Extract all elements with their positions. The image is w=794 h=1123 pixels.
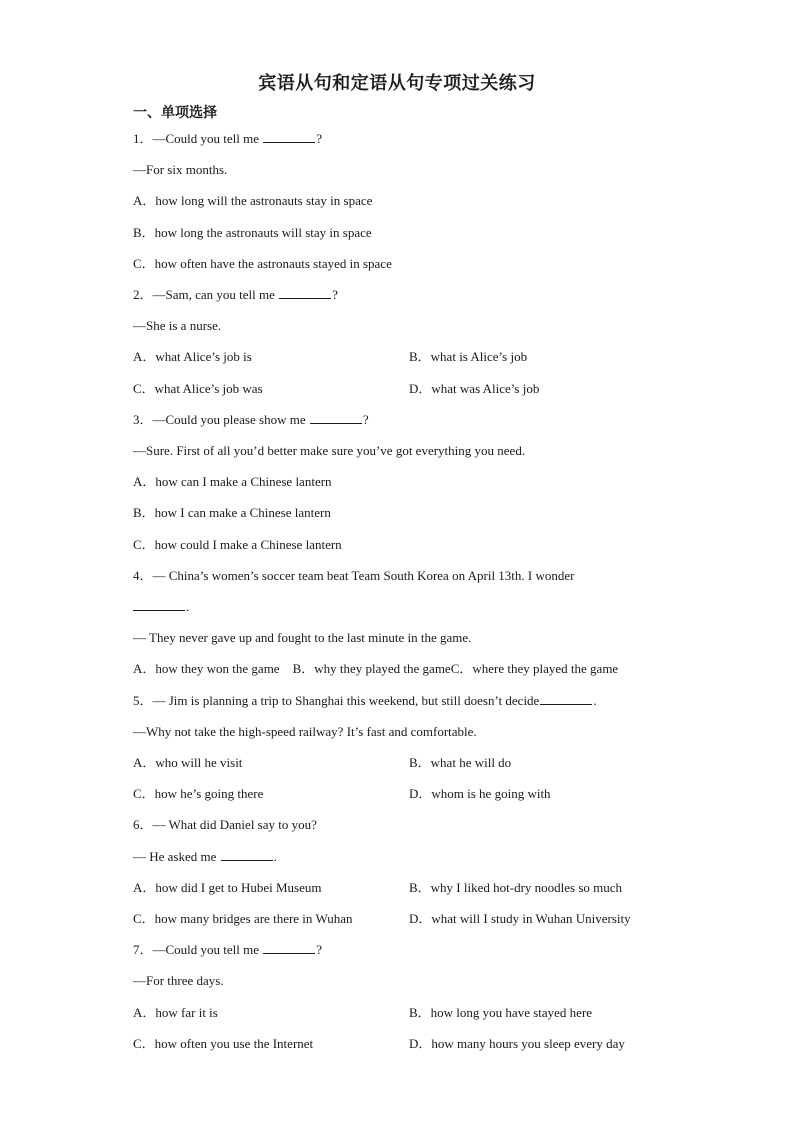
- answer-blank: [221, 848, 273, 861]
- question-3-dialog: —Sure. First of all you’d better make sure you’ve got everything you need.: [133, 443, 526, 458]
- question-1-dialog: —For six months.: [133, 162, 228, 177]
- answer-blank: [263, 130, 315, 143]
- answer-blank: [279, 286, 331, 299]
- question-7-dialog: —For three days.: [133, 973, 224, 988]
- question-2-option-c[interactable]: C．what Alice’s job was: [133, 381, 263, 396]
- question-5-option-c[interactable]: C．how he’s going there: [133, 786, 264, 801]
- question-3-option-a[interactable]: A．how can I make a Chinese lantern: [133, 474, 332, 489]
- answer-blank: [310, 411, 362, 424]
- question-4-dialog: — They never gave up and fought to the last minute in the game.: [133, 630, 472, 645]
- page-title: 宾语从句和定语从句专项过关练习: [258, 73, 536, 94]
- answer-blank: [133, 598, 185, 611]
- question-2-stem: [133, 286, 338, 304]
- question-stem-end: ?: [362, 412, 369, 427]
- question-6-option-d[interactable]: D．what will I study in Wuhan University: [409, 911, 631, 926]
- question-7-option-a[interactable]: A．how far it is: [133, 1005, 218, 1020]
- question-stem-end: .: [593, 693, 597, 708]
- question-6-option-a[interactable]: A．how did I get to Hubei Museum: [133, 880, 322, 895]
- question-stem-end: ?: [332, 287, 338, 302]
- question-2-option-b[interactable]: B．what is Alice’s job: [409, 349, 528, 364]
- question-stem-text: 7．—Could you tell me: [133, 942, 260, 957]
- question-5-stem: [133, 692, 597, 710]
- question-3-option-c[interactable]: C．how could I make a Chinese lantern: [133, 537, 342, 552]
- question-7-option-c[interactable]: C．how often you use the Internet: [133, 1036, 314, 1051]
- question-stem-end: ?: [316, 942, 323, 957]
- question-3-stem: [133, 411, 369, 429]
- question-7-stem: [133, 941, 322, 959]
- question-5-option-d[interactable]: D．whom is he going with: [409, 786, 551, 801]
- section-heading: 一、单项选择: [133, 105, 217, 121]
- question-2-option-d[interactable]: D．what was Alice’s job: [409, 381, 540, 396]
- question-7-option-b[interactable]: B．how long you have stayed here: [409, 1005, 593, 1020]
- question-dialog-end: .: [273, 849, 277, 864]
- answer-blank: [540, 692, 592, 705]
- question-6-option-c[interactable]: C．how many bridges are there in Wuhan: [133, 911, 353, 926]
- question-5-option-b[interactable]: B．what he will do: [409, 755, 512, 770]
- question-3-option-b[interactable]: B．how I can make a Chinese lantern: [133, 505, 331, 520]
- question-7-option-d[interactable]: D．how many hours you sleep every day: [409, 1036, 625, 1051]
- question-1-stem: [133, 130, 322, 148]
- question-6-dialog: [133, 848, 277, 866]
- question-4-stem: 4．— China’s women’s soccer team beat Team South Korea on April 13th. I wonder: [133, 568, 575, 583]
- question-2-dialog: —She is a nurse.: [133, 318, 222, 333]
- question-6-stem: 6．— What did Daniel say to you?: [133, 817, 317, 832]
- question-4-stem-continued: [133, 598, 189, 616]
- question-stem-text: 1．—Could you tell me: [133, 131, 260, 146]
- question-stem-end: ?: [316, 131, 323, 146]
- question-stem-text: 5．— Jim is planning a trip to Shanghai this weekend, but still doesn’t decide: [133, 693, 540, 708]
- question-1-option-b[interactable]: B．how long the astronauts will stay in space: [133, 225, 372, 240]
- question-5-dialog: —Why not take the high-speed railway? It’s fast and comfortable.: [133, 724, 477, 739]
- question-6-option-b[interactable]: B．why I liked hot-dry noodles so much: [409, 880, 623, 895]
- question-1-option-c[interactable]: C．how often have the astronauts stayed in space: [133, 256, 392, 271]
- question-stem-end: .: [186, 599, 190, 614]
- question-1-option-a[interactable]: A．how long will the astronauts stay in space: [133, 193, 373, 208]
- question-dialog-text: — He asked me: [133, 849, 217, 864]
- question-stem-text: 2．—Sam, can you tell me: [133, 287, 275, 302]
- question-4-options[interactable]: A．how they won the game B．why they played the gameC．where they played the game: [133, 661, 619, 676]
- question-stem-text: 3．—Could you please show me: [133, 412, 306, 427]
- question-2-option-a[interactable]: A．what Alice’s job is: [133, 349, 252, 364]
- answer-blank: [263, 941, 315, 954]
- question-5-option-a[interactable]: A．who will he visit: [133, 755, 243, 770]
